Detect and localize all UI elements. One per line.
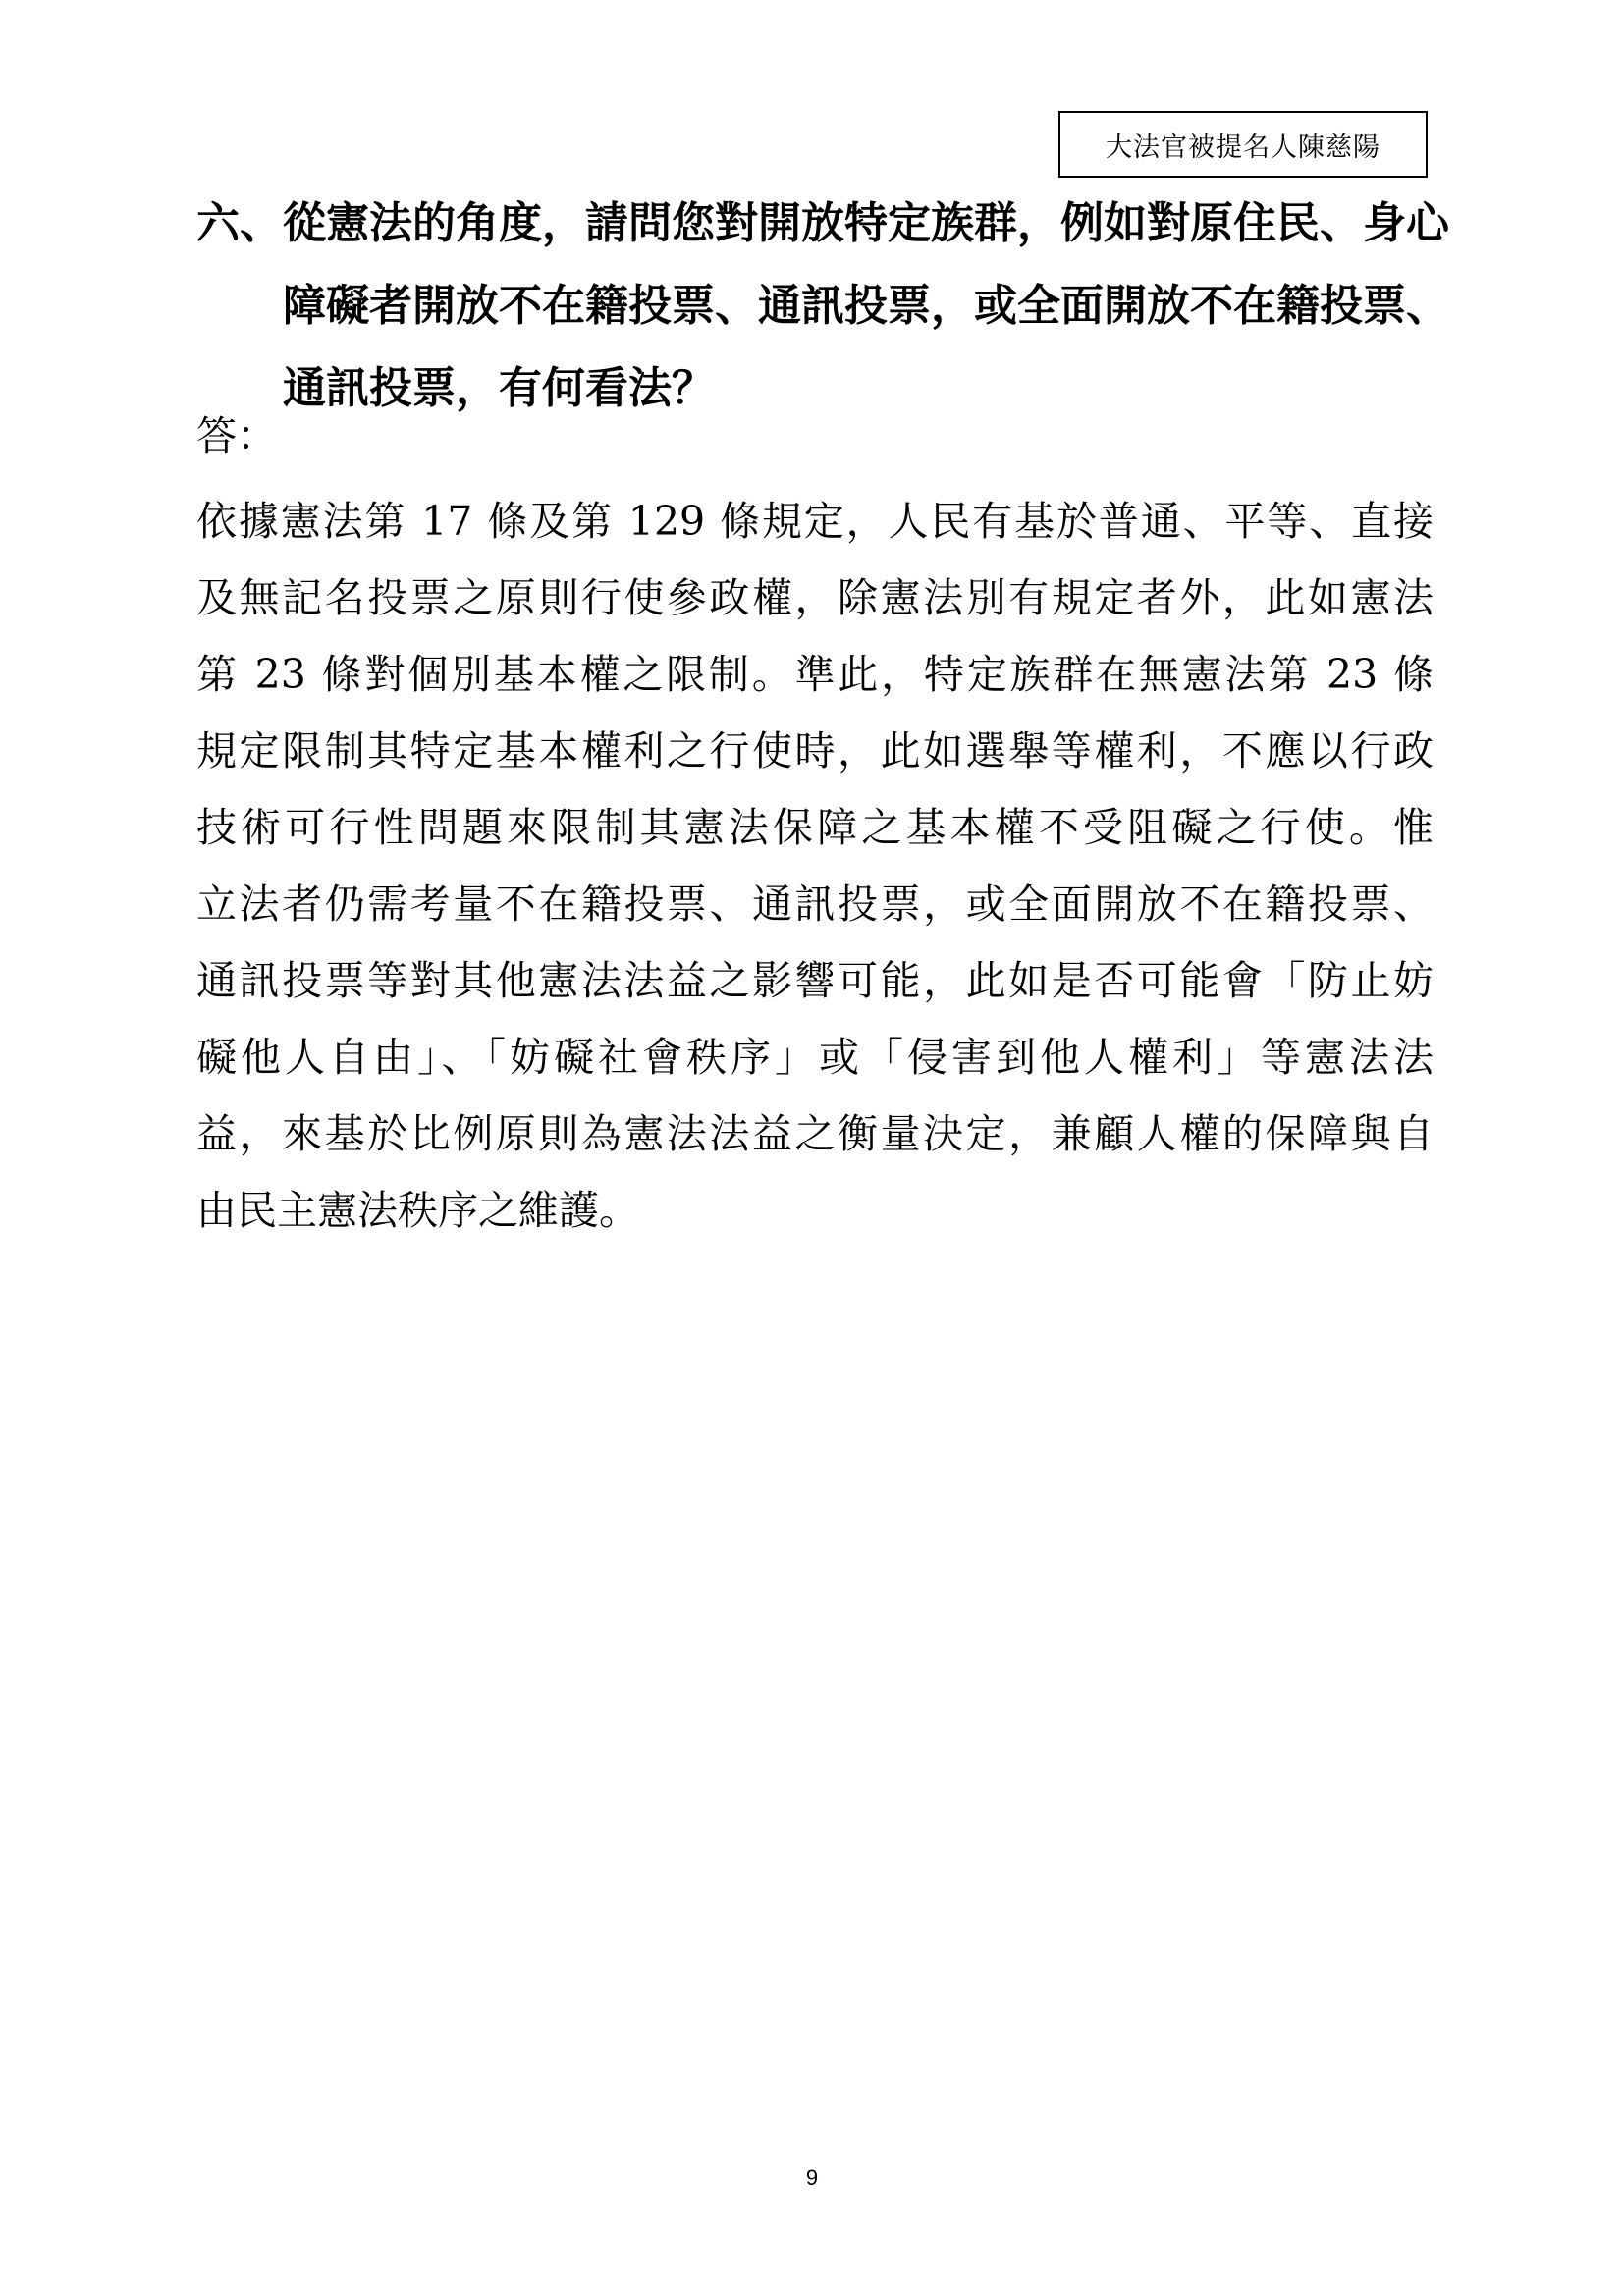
answer-label: 答：: [196, 412, 277, 459]
answer-line: 立法者仍需考量不在籍投票、通訊投票，或全面開放不在籍投票、: [196, 881, 1434, 928]
question-line: 障礙者開放不在籍投票、通訊投票，或全面開放不在籍投票、: [283, 281, 1449, 331]
answer-line: 第 23 條對個別基本權之限制。準此，特定族群在無憲法第 23 條: [196, 651, 1434, 698]
question-line: 通訊投票，有何看法？: [283, 363, 715, 413]
answer-line: 及無記名投票之原則行使參政權，除憲法別有規定者外，此如憲法: [196, 574, 1434, 621]
answer-body: [196, 483, 1434, 1249]
nominee-header-box: [1058, 111, 1428, 178]
answer-line: 技術可行性問題來限制其憲法保障之基本權不受阻礙之行使。惟: [196, 804, 1434, 851]
answer-line: 礙他人自由」、「妨礙社會秩序」或「侵害到他人權利」等憲法法: [196, 1034, 1434, 1081]
question-line: 六、從憲法的角度，請問您對開放特定族群，例如對原住民、身心: [196, 198, 1449, 248]
question-heading: [196, 183, 1449, 430]
answer-line: 規定限制其特定基本權利之行使時，此如選舉等權利，不應以行政: [196, 727, 1434, 774]
answer-line: 由民主憲法秩序之維護。: [196, 1187, 639, 1234]
answer-line: 通訊投票等對其他憲法法益之影響可能，此如是否可能會「防止妨: [196, 957, 1434, 1004]
answer-line: 依據憲法第 17 條及第 129 條規定，人民有基於普通、平等、直接: [196, 498, 1434, 545]
answer-line: 益，來基於比例原則為憲法法益之衡量決定，兼顧人權的保障與自: [196, 1110, 1434, 1157]
nominee-label: 大法官被提名人陳慈陽: [1106, 132, 1380, 163]
page-number: 9: [805, 2165, 819, 2190]
